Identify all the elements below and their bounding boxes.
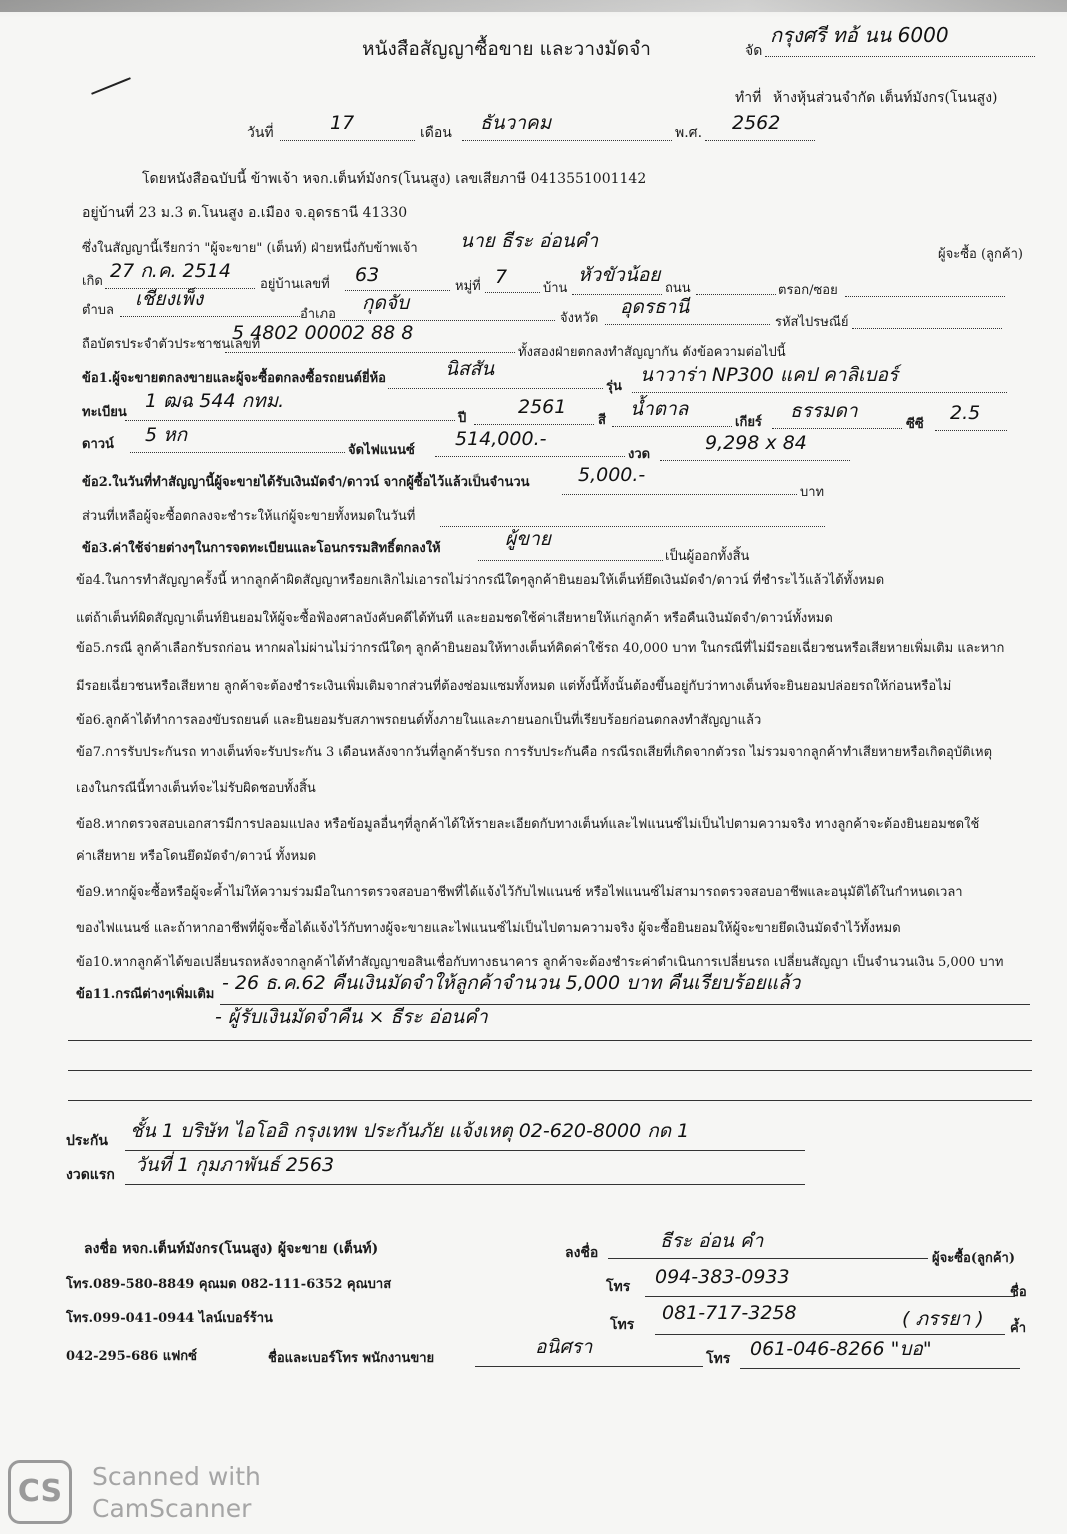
staff-tel: 061-046-8266 "บอ" bbox=[750, 1338, 932, 1360]
month-value: ธันวาคม bbox=[480, 112, 552, 134]
intro-line3-prefix: ซึ่งในสัญญานี้เรียกว่า "ผู้จะขาย" (เต็นท์) ฝ่ายหนึ่งกับข้าพเจ้า bbox=[82, 241, 418, 256]
clause11-line3 bbox=[68, 1070, 1032, 1071]
insurance-line bbox=[125, 1150, 805, 1151]
clause6-line1: ข้อ6.ลูกค้าได้ทำการลองขับรถยนต์ และยินยอมรับสภาพรถยนต์ทั้งภายในและภายนอกเป็นที่เรียบร้อยก่อนตกลงทำสัญญาแล้ว bbox=[76, 713, 762, 728]
place-value: ห้างหุ้นส่วนจำกัด เต็นท์มังกร(โนนสูง) bbox=[773, 90, 998, 106]
seller-fax: 042-295-686 แฟกซ์ bbox=[66, 1349, 198, 1364]
soi-dotline bbox=[845, 296, 1005, 297]
buyer-role: ผู้จะซื้อ (ลูกค้า) bbox=[938, 247, 1023, 262]
plate-label: ทะเบียน bbox=[82, 405, 127, 420]
plate-dotline bbox=[125, 420, 455, 421]
buyer-tel2-line bbox=[655, 1334, 1005, 1335]
province-value: อุดรธานี bbox=[620, 296, 690, 318]
cc-dotline bbox=[935, 430, 1007, 431]
gear-label: เกียร์ bbox=[735, 415, 762, 430]
finance-dotline bbox=[435, 456, 625, 457]
amphoe-label: อำเภอ bbox=[300, 307, 336, 322]
id-value: 5 4802 00002 88 8 bbox=[232, 322, 414, 344]
soi-label: ตรอก/ซอย bbox=[778, 283, 838, 298]
color-label: สี bbox=[598, 413, 606, 428]
by-label: จัด bbox=[745, 43, 763, 59]
clause9-line1: ข้อ9.หากผู้จะซื้อหรือผู้จะค้ำไม่ให้ความร่วมมือในการตรวจสอบอาชีพที่ได้แจ้งไว้กับไฟแนนซ์ หรือไฟแนนซ์ไม่สามารถตรวจสอบอาชีพและอนุมัติได้ในกำหนดเวลา bbox=[76, 885, 963, 900]
tambon-dotline bbox=[120, 316, 300, 317]
postal-dotline bbox=[852, 328, 1002, 329]
cc-label: ซีซี bbox=[906, 417, 924, 432]
watermark-line1: Scanned with bbox=[92, 1462, 261, 1491]
model-label: รุ่น bbox=[606, 379, 622, 394]
year-label: พ.ศ. bbox=[675, 125, 703, 141]
buyer-tel1-line bbox=[645, 1296, 1015, 1297]
buyer-tel2-suffix: ค้ำ bbox=[1010, 1321, 1026, 1336]
clause2-amount: 5,000.- bbox=[578, 464, 646, 486]
clause2-dotline bbox=[562, 494, 797, 495]
clause10-line1: ข้อ10.หากลูกค้าได้ขอเปลี่ยนรถหลังจากลูกค้าได้ทำสัญญาขอสินเชื่อกับทางธนาคาร ลูกค้าจะต้องชำระค่าดำเนินการเปลี่ยนรถ เปลี่ยนสัญญา เป็นจำนวนเงิน 5,000 บาท bbox=[76, 955, 1004, 970]
buyer-tel1: 094-383-0933 bbox=[655, 1266, 790, 1288]
staff-label: ชื่อและเบอร์โทร พนักงานขาย bbox=[268, 1351, 435, 1366]
insurance-label: ประกัน bbox=[66, 1133, 108, 1149]
finance-label: จัดไฟแนนซ์ bbox=[348, 443, 415, 458]
by-handwritten: กรุงศรี ทอ้ นน 6000 bbox=[770, 23, 949, 47]
gear-dotline bbox=[772, 428, 902, 429]
clause2-rest: ส่วนที่เหลือผู้จะซื้อตกลงจะชำระให้แก่ผู้จะขายทั้งหมดในวันที่ bbox=[82, 509, 416, 524]
buyer-tel2-note: ( ภรรยา ) bbox=[902, 1308, 984, 1330]
clause1-label: ข้อ1.ผู้จะขายตกลงขายและผู้จะซื้อตกลงซื้อรถยนต์ยี่ห้อ bbox=[82, 371, 386, 386]
id-suffix: ทั้งสองฝ่ายตกลงทำสัญญากัน ดังข้อความต่อไปนี้ bbox=[518, 345, 786, 360]
staff-tel-line bbox=[740, 1368, 1020, 1369]
cc-value: 2.5 bbox=[950, 402, 981, 424]
id-label: ถือบัตรประจำตัวประชาชนเลขที่ bbox=[82, 337, 261, 352]
seller-tel1: โทร.089-580-8849 คุณมด 082-111-6352 คุณบาส bbox=[66, 1277, 392, 1292]
down-value: 5 หก bbox=[145, 424, 188, 446]
installment-dotline bbox=[660, 460, 850, 461]
brand-dotline bbox=[388, 388, 603, 389]
amphoe-value: กุดจับ bbox=[362, 292, 410, 314]
intro-line1: โดยหนังสือฉบับนี้ ข้าพเจ้า หจก.เต็นท์มังกร(โนนสูง) เลขเสียภาษี 0413551001142 bbox=[142, 171, 647, 187]
car-year-dotline bbox=[474, 424, 594, 425]
color-value: น้ำตาล bbox=[630, 398, 689, 420]
clause11-line1 bbox=[220, 1004, 1030, 1005]
moo-value: 7 bbox=[495, 266, 508, 288]
intro-line2: อยู่บ้านที่ 23 ม.3 ต.โนนสูง อ.เมือง จ.อุดรธานี 41330 bbox=[82, 205, 408, 221]
clause5-line2: มีรอยเฉี่ยวชนหรือเสียหาย ลูกค้าจะต้องชำระเงินเพิ่มเติมจากส่วนที่ต้องซ่อมแซมทั้งหมด แต่ทั้งนี้ทั้งนั้นต้องขึ้นอยู่กับว่าทางเต็นท์จะยินยอมปล่อยรถให้ก่อนหรือไม่ bbox=[76, 679, 952, 694]
brand-value: นิสสัน bbox=[445, 358, 495, 380]
clause11-hw2: - ผู้รับเงินมัดจำคืน × ธีระ อ่อนคำ bbox=[215, 1006, 488, 1028]
pen-mark bbox=[91, 77, 131, 95]
camscanner-logo: CS bbox=[8, 1460, 72, 1524]
buyer-tel1-suffix: ชื่อ bbox=[1010, 1285, 1027, 1300]
model-dotline bbox=[632, 392, 1007, 393]
first-installment-label: งวดแรก bbox=[66, 1167, 115, 1183]
clause7-line2: เองในกรณีนี้ทางเต็นท์จะไม่รับผิดชอบทั้งสิ้น bbox=[76, 781, 316, 796]
village-value: หัวขัวน้อย bbox=[578, 264, 661, 286]
document-title: หนังสือสัญญาซื้อขาย และวางมัดจำ bbox=[362, 38, 651, 60]
staff-tel-label: โทร bbox=[706, 1351, 731, 1367]
day-label: วันที่ bbox=[247, 125, 274, 141]
clause7-line1: ข้อ7.การรับประกันรถ ทางเต็นท์จะรับประกัน 3 เดือนหลังจากวันที่ลูกค้ารับรถ การรับประกันคือ กรณีรถเสียที่เกิดจากตัวรถ ไม่รวมจากลูกค้าทำเสียหายหรือเกิดอุบัติเหตุ bbox=[76, 745, 993, 760]
house-dotline bbox=[345, 290, 450, 291]
clause11-hw1: - 26 ธ.ค.62 คืนเงินมัดจำให้ลูกค้าจำนวน 5,000 บาท คืนเรียบร้อยแล้ว bbox=[222, 972, 801, 994]
buyer-tel1-label: โทร bbox=[606, 1279, 631, 1295]
amphoe-dotline bbox=[340, 320, 555, 321]
staff-value: อนิศรา bbox=[535, 1336, 593, 1358]
buyer-tel2-label: โทร bbox=[610, 1317, 635, 1333]
clause9-line2: ของไฟแนนซ์ และถ้าหากอาชีพที่ผู้จะซื้อได้แจ้งไว้กับทางผู้จะขายและไฟแนนซ์ไม่เป็นไปตามความจริง ผู้จะซื้อยินยอมให้ผู้จะขายยึดเงินมัดจำไว้ทั้งหมด bbox=[76, 921, 901, 936]
staff-line bbox=[475, 1366, 703, 1367]
clause4-line1: ข้อ4.ในการทำสัญญาครั้งนี้ หากลูกค้าผิดสัญญาหรือยกเลิกไม่เอารถไม่ว่ากรณีใดๆลูกค้ายินยอมให้เต็นท์ยึดเงินมัดจำ/ดาวน์ ที่ชำระไว้แล้วได้ทั้งหมด bbox=[76, 573, 885, 588]
clause3-dotline bbox=[478, 560, 663, 561]
buyer-sign-role: ผู้จะซื้อ(ลูกค้า) bbox=[932, 1251, 1015, 1266]
down-label: ดาวน์ bbox=[82, 437, 114, 452]
clause2-unit: บาท bbox=[800, 485, 825, 500]
month-label: เดือน bbox=[420, 125, 452, 141]
watermark-line2: CamScanner bbox=[92, 1494, 252, 1523]
clause3-suffix: เป็นผู้ออกทั้งสิ้น bbox=[665, 549, 750, 564]
clause2-rest-dotline bbox=[440, 526, 825, 527]
insurance-value: ชั้น 1 บริษัท ไอโออิ กรุงเทพ ประกันภัย แจ้งเหตุ 02-620-8000 กด 1 bbox=[130, 1120, 690, 1142]
postal-label: รหัสไปรษณีย์ bbox=[775, 315, 849, 330]
born-label: เกิด bbox=[82, 274, 103, 289]
year-value: 2562 bbox=[732, 112, 781, 134]
road-dotline bbox=[696, 294, 776, 295]
buyer-tel2: 081-717-3258 bbox=[662, 1302, 797, 1324]
month-dotline bbox=[462, 140, 672, 141]
province-label: จังหวัด bbox=[560, 311, 599, 326]
clause8-line2: ค่าเสียหาย หรือโดนยึดมัดจำ/ดาวน์ ทั้งหมด bbox=[76, 849, 317, 864]
down-dotline bbox=[130, 452, 345, 453]
id-dotline bbox=[225, 352, 515, 353]
model-value: นาวาร่า NP300 แคป คาลิเบอร์ bbox=[640, 364, 899, 386]
village-label: บ้าน bbox=[543, 281, 568, 296]
seller-sign-line: ลงชื่อ หจก.เต็นท์มังกร(โนนสูง) ผู้จะขาย (เต็นท์) bbox=[84, 1241, 379, 1257]
year-dotline bbox=[705, 140, 815, 141]
moo-label: หมู่ที่ bbox=[455, 279, 481, 294]
village-dotline bbox=[572, 294, 662, 295]
car-year-label: ปี bbox=[458, 411, 467, 426]
scan-edge-shadow bbox=[0, 0, 1067, 12]
clause5-line1: ข้อ5.กรณี ลูกค้าเลือกรับรถก่อน หากผลไม่ผ่านไม่ว่ากรณีใดๆ ลูกค้ายินยอมให้ทางเต็นท์คิดค่าใช้รถ 40,000 บาท ในกรณีที่ไม่มีรอยเฉี่ยวชนหรือเสียหายเพิ่มเติม และหาก bbox=[76, 641, 1005, 656]
house-value: 63 bbox=[355, 264, 380, 286]
color-dotline bbox=[612, 426, 732, 427]
day-dotline bbox=[280, 140, 415, 141]
buyer-sign-label: ลงชื่อ bbox=[565, 1245, 599, 1261]
clause11-line4 bbox=[68, 1100, 1032, 1101]
clause4-line2: แต่ถ้าเต็นท์ผิดสัญญาเต็นท์ยินยอมให้ผู้จะซื้อฟ้องศาลบังคับคดีได้ทันที และยอมชดใช้ค่าเสียหายให้แก่ลูกค้า หรือคืนเงินมัดจำ/ดาวน์ทั้งหมด bbox=[76, 611, 833, 626]
clause2-text: ข้อ2.ในวันที่ทำสัญญานี้ผู้จะขายได้รับเงินมัดจำ/ดาวน์ จากผู้ซื้อไว้แล้วเป็นจำนวน bbox=[82, 475, 530, 490]
plate-value: 1 ฒฉ 544 กทม. bbox=[145, 390, 285, 412]
place-label: ทำที่ bbox=[735, 90, 762, 106]
first-installment-line bbox=[125, 1184, 805, 1185]
buyer-sign-line bbox=[608, 1258, 928, 1259]
house-label: อยู่บ้านเลขที่ bbox=[260, 277, 330, 292]
clause11-label: ข้อ11.กรณีต่างๆเพิ่มเติม bbox=[76, 987, 215, 1002]
installment-label: งวด bbox=[628, 447, 651, 462]
installment-value: 9,298 x 84 bbox=[705, 432, 807, 454]
clause3-text: ข้อ3.ค่าใช้จ่ายต่างๆในการจดทะเบียนและโอนกรรมสิทธิ์ตกลงให้ bbox=[82, 541, 441, 556]
tambon-label: ตำบล bbox=[82, 303, 114, 318]
first-installment-value: วันที่ 1 กุมภาพันธ์ 2563 bbox=[135, 1154, 335, 1176]
clause3-value: ผู้ขาย bbox=[505, 528, 551, 550]
buyer-sign-value: ธีระ อ่อน คำ bbox=[660, 1230, 764, 1252]
moo-dotline bbox=[485, 292, 540, 293]
born-value: 27 ก.ค. 2514 bbox=[110, 260, 231, 282]
car-year-value: 2561 bbox=[518, 396, 567, 418]
province-dotline bbox=[605, 324, 770, 325]
road-label: ถนน bbox=[665, 281, 691, 296]
gear-value: ธรรมดา bbox=[790, 400, 858, 422]
finance-value: 514,000.- bbox=[455, 428, 547, 450]
by-dotline bbox=[765, 56, 1035, 57]
clause8-line1: ข้อ8.หากตรวจสอบเอกสารมีการปลอมแปลง หรือข้อมูลอื่นๆที่ลูกค้าได้ให้รายละเอียดกับทางเต็นท์และไฟแนนซ์ไม่เป็นไปตามความจริง ทางลูกค้าจะต้องยินยอมชดใช้ bbox=[76, 817, 980, 832]
clause11-line2 bbox=[68, 1040, 1032, 1041]
buyer-name: นาย ธีระ อ่อนคำ bbox=[460, 230, 599, 252]
seller-tel2: โทร.099-041-0944 ไลน์เบอร์ร้าน bbox=[66, 1311, 273, 1326]
day-value: 17 bbox=[330, 112, 355, 134]
tambon-value: เชียงเพ็ง bbox=[135, 288, 204, 310]
